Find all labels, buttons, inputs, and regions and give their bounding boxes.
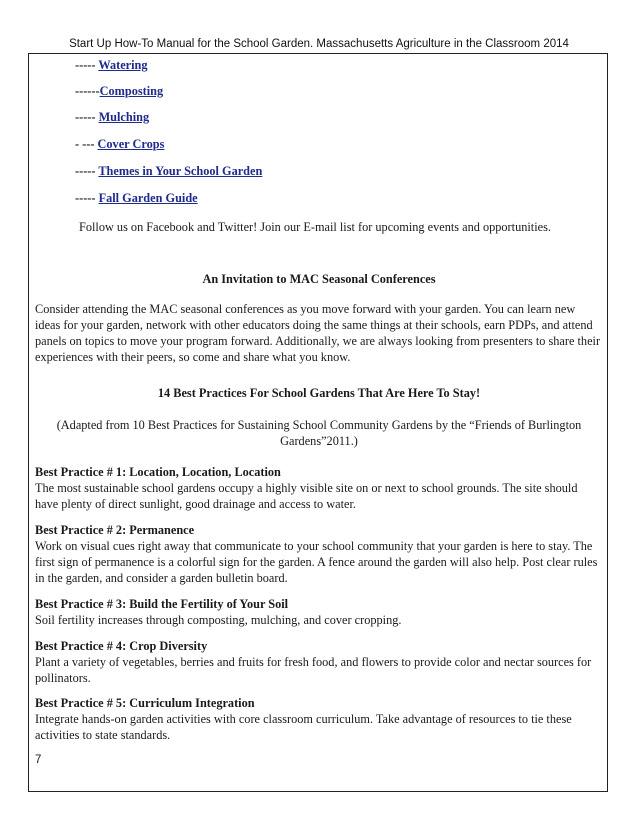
best-practice-2 — [35, 522, 601, 586]
link-cover-crops[interactable]: Cover Crops — [97, 137, 165, 151]
link-prefix: - --- — [75, 137, 98, 151]
link-row-mulching — [75, 110, 149, 125]
link-prefix: ------ — [75, 84, 100, 98]
link-prefix: ----- — [75, 191, 99, 205]
best-practice-body: Soil fertility increases through composting, mulching, and cover cropping. — [35, 613, 402, 627]
link-prefix: ----- — [75, 110, 99, 124]
page-header: Start Up How-To Manual for the School Garden. Massachusetts Agriculture in the Classroom 2014 — [69, 38, 569, 50]
link-row-watering — [75, 58, 148, 73]
link-row-cover-crops — [75, 137, 164, 152]
link-row-composting — [75, 84, 163, 99]
best-practices-heading: 14 Best Practices For School Gardens That Are Here To Stay! — [157, 386, 481, 400]
invitation-heading: An Invitation to MAC Seasonal Conferences — [202, 272, 436, 286]
link-themes[interactable]: Themes in Your School Garden — [98, 164, 263, 178]
link-row-themes — [75, 164, 262, 179]
best-practice-body: Plant a variety of vegetables, berries and fruits for fresh food, and flowers to provide color and nectar sources for pollinators. — [35, 655, 592, 685]
invitation-body: Consider attending the MAC seasonal conferences as you move forward with your garden. You can learn new ideas for your garden, network with other educators doing the same things at their schools, earn PDPs, and attend panels on topics to move your program forward. Additionally, we are always looking from presenters to share their experiences with their peers, so come and share what you know. — [35, 302, 601, 364]
best-practice-title: Best Practice # 4: Crop Diversity — [35, 639, 208, 653]
best-practice-5 — [35, 695, 601, 743]
best-practice-title: Best Practice # 5: Curriculum Integration — [35, 696, 255, 710]
best-practice-title: Best Practice # 2: Permanence — [35, 523, 195, 537]
best-practice-title: Best Practice # 1: Location, Location, Location — [35, 465, 281, 479]
page-number: 7 — [35, 754, 42, 766]
link-composting[interactable]: Composting — [99, 84, 164, 98]
best-practice-body: The most sustainable school gardens occupy a highly visible site on or next to school grounds. The site should have plenty of direct sunlight, good drainage and access to water. — [35, 481, 578, 511]
best-practice-body: Integrate hands-on garden activities with core classroom curriculum. Take advantage of resources to tie these activities to state standards. — [35, 712, 572, 742]
best-practices-source: (Adapted from 10 Best Practices for Sustaining School Community Gardens by the “Friends of Burlington Gardens”2011.) — [56, 418, 582, 448]
link-row-fall-guide — [75, 191, 198, 206]
link-mulching[interactable]: Mulching — [98, 110, 150, 124]
link-prefix: ----- — [75, 58, 99, 72]
best-practice-title: Best Practice # 3: Build the Fertility of Your Soil — [35, 597, 289, 611]
content-frame — [28, 53, 608, 792]
best-practice-3 — [35, 596, 601, 628]
link-fall-garden-guide[interactable]: Fall Garden Guide — [98, 191, 198, 205]
best-practice-body: Work on visual cues right away that communicate to your school community that your garden is here to stay. The first sign of permanence is a colorful sign for the garden. A fence around the garden will also help. Post clear rules in the garden, and consider a garden bulletin board. — [35, 539, 598, 585]
link-watering[interactable]: Watering — [98, 58, 148, 72]
link-prefix: ----- — [75, 164, 99, 178]
best-practice-4 — [35, 638, 601, 686]
follow-us-text: Follow us on Facebook and Twitter! Join our E-mail list for upcoming events and opportunities. — [79, 220, 551, 234]
content-area — [29, 54, 607, 791]
best-practice-1 — [35, 464, 601, 512]
